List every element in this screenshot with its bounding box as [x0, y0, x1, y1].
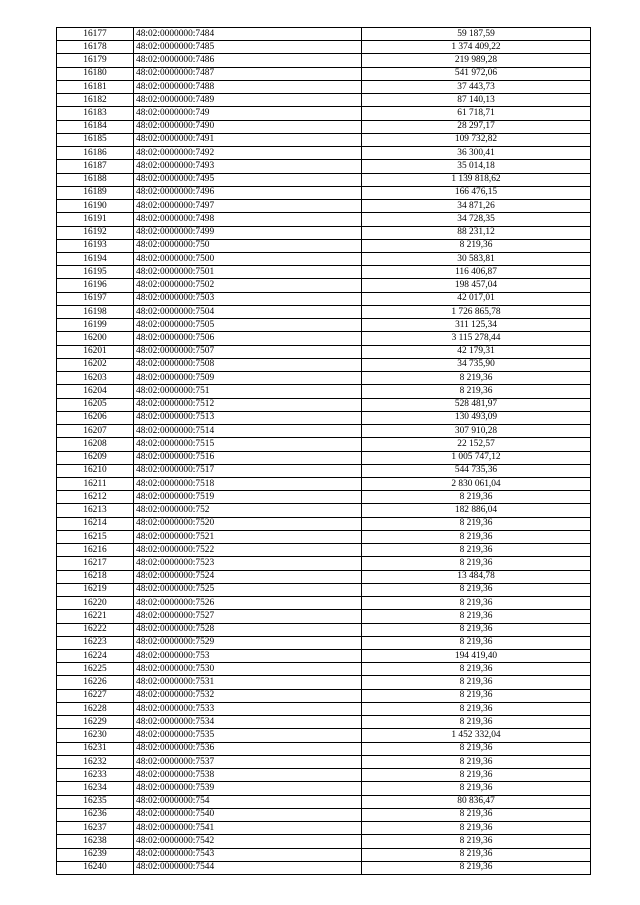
cadastral-number-cell: 48:02:0000000:7515 — [134, 438, 362, 451]
row-number-cell: 16230 — [57, 729, 134, 742]
cadastral-number-cell: 48:02:0000000:7493 — [134, 160, 362, 173]
cadastral-number-cell: 48:02:0000000:7514 — [134, 425, 362, 438]
cadastral-value-cell: 8 219,36 — [362, 822, 591, 835]
cadastral-value-cell: 42 017,01 — [362, 292, 591, 305]
cadastral-number-cell: 48:02:0000000:7509 — [134, 372, 362, 385]
table-row — [57, 67, 591, 80]
cadastral-number-cell: 48:02:0000000:7534 — [134, 716, 362, 729]
row-number-cell: 16184 — [57, 120, 134, 133]
cadastral-value-cell: 541 972,06 — [362, 67, 591, 80]
cadastral-number-cell: 48:02:0000000:7503 — [134, 292, 362, 305]
table-row — [57, 610, 591, 623]
table-row — [57, 94, 591, 107]
row-number-cell: 16197 — [57, 292, 134, 305]
cadastral-number-cell: 48:02:0000000:7516 — [134, 451, 362, 464]
cadastral-number-cell: 48:02:0000000:7526 — [134, 597, 362, 610]
cadastral-value-cell: 8 219,36 — [362, 716, 591, 729]
table-row — [57, 292, 591, 305]
table-row — [57, 570, 591, 583]
table-row — [57, 147, 591, 160]
cadastral-number-cell: 48:02:0000000:7507 — [134, 345, 362, 358]
cadastral-value-cell: 36 300,41 — [362, 147, 591, 160]
row-number-cell: 16233 — [57, 769, 134, 782]
table-row — [57, 544, 591, 557]
table-row — [57, 398, 591, 411]
cadastral-value-cell: 219 989,28 — [362, 54, 591, 67]
row-number-cell: 16193 — [57, 239, 134, 252]
cadastral-value-cell: 8 219,36 — [362, 808, 591, 821]
table-row — [57, 411, 591, 424]
cadastral-value-cell: 307 910,28 — [362, 425, 591, 438]
cadastral-value-cell: 8 219,36 — [362, 491, 591, 504]
row-number-cell: 16212 — [57, 491, 134, 504]
table-row — [57, 305, 591, 318]
cadastral-value-cell: 34 728,35 — [362, 213, 591, 226]
row-number-cell: 16220 — [57, 597, 134, 610]
cadastral-value-cell: 8 219,36 — [362, 663, 591, 676]
cadastral-number-cell: 48:02:0000000:7505 — [134, 319, 362, 332]
cadastral-value-cell: 116 406,87 — [362, 266, 591, 279]
cadastral-value-cell: 61 718,71 — [362, 107, 591, 120]
row-number-cell: 16231 — [57, 742, 134, 755]
row-number-cell: 16177 — [57, 28, 134, 41]
cadastral-number-cell: 48:02:0000000:7500 — [134, 252, 362, 265]
cadastral-value-cell: 13 484,78 — [362, 570, 591, 583]
cadastral-number-cell: 48:02:0000000:7492 — [134, 147, 362, 160]
cadastral-number-cell: 48:02:0000000:7536 — [134, 742, 362, 755]
row-number-cell: 16200 — [57, 332, 134, 345]
cadastral-number-cell: 48:02:0000000:752 — [134, 504, 362, 517]
cadastral-value-cell: 87 140,13 — [362, 94, 591, 107]
table-row — [57, 716, 591, 729]
row-number-cell: 16214 — [57, 517, 134, 530]
cadastral-value-cell: 35 014,18 — [362, 160, 591, 173]
cadastral-value-cell: 8 219,36 — [362, 782, 591, 795]
cadastral-number-cell: 48:02:0000000:7532 — [134, 689, 362, 702]
cadastral-value-cell: 8 219,36 — [362, 702, 591, 715]
cadastral-value-cell: 1 374 409,22 — [362, 41, 591, 54]
row-number-cell: 16196 — [57, 279, 134, 292]
cadastral-number-cell: 48:02:0000000:7544 — [134, 861, 362, 874]
cadastral-value-cell: 198 457,04 — [362, 279, 591, 292]
table-row — [57, 464, 591, 477]
table-row — [57, 425, 591, 438]
cadastral-value-cell: 8 219,36 — [362, 385, 591, 398]
row-number-cell: 16216 — [57, 544, 134, 557]
table-row — [57, 252, 591, 265]
table-row — [57, 636, 591, 649]
cadastral-number-cell: 48:02:0000000:7488 — [134, 80, 362, 93]
cadastral-value-cell: 166 476,15 — [362, 186, 591, 199]
cadastral-number-cell: 48:02:0000000:7533 — [134, 702, 362, 715]
row-number-cell: 16239 — [57, 848, 134, 861]
row-number-cell: 16203 — [57, 372, 134, 385]
row-number-cell: 16240 — [57, 861, 134, 874]
cadastral-number-cell: 48:02:0000000:7485 — [134, 41, 362, 54]
cadastral-number-cell: 48:02:0000000:7531 — [134, 676, 362, 689]
cadastral-value-cell: 8 219,36 — [362, 239, 591, 252]
table-row — [57, 808, 591, 821]
table-row — [57, 372, 591, 385]
cadastral-value-cell: 8 219,36 — [362, 530, 591, 543]
cadastral-value-cell: 8 219,36 — [362, 769, 591, 782]
cadastral-number-cell: 48:02:0000000:7497 — [134, 200, 362, 213]
row-number-cell: 16234 — [57, 782, 134, 795]
cadastral-value-cell: 8 219,36 — [362, 835, 591, 848]
cadastral-number-cell: 48:02:0000000:7489 — [134, 94, 362, 107]
cadastral-value-cell: 109 732,82 — [362, 133, 591, 146]
table-row — [57, 358, 591, 371]
table-row — [57, 173, 591, 186]
cadastral-number-cell: 48:02:0000000:7524 — [134, 570, 362, 583]
cadastral-number-cell: 48:02:0000000:7504 — [134, 305, 362, 318]
row-number-cell: 16199 — [57, 319, 134, 332]
cadastral-value-cell: 8 219,36 — [362, 848, 591, 861]
table-row — [57, 200, 591, 213]
cadastral-value-cell: 42 179,31 — [362, 345, 591, 358]
row-number-cell: 16223 — [57, 636, 134, 649]
cadastral-value-cell: 3 115 278,44 — [362, 332, 591, 345]
cadastral-value-cell: 8 219,36 — [362, 676, 591, 689]
cadastral-number-cell: 48:02:0000000:751 — [134, 385, 362, 398]
cadastral-number-cell: 48:02:0000000:7495 — [134, 173, 362, 186]
cadastral-value-cell: 34 871,26 — [362, 200, 591, 213]
cadastral-value-cell: 8 219,36 — [362, 557, 591, 570]
cadastral-value-cell: 8 219,36 — [362, 755, 591, 768]
cadastral-number-cell: 48:02:0000000:754 — [134, 795, 362, 808]
cadastral-number-cell: 48:02:0000000:7523 — [134, 557, 362, 570]
row-number-cell: 16229 — [57, 716, 134, 729]
table-row — [57, 729, 591, 742]
table-row — [57, 451, 591, 464]
table-row — [57, 226, 591, 239]
cadastral-value-cell: 182 886,04 — [362, 504, 591, 517]
table-row — [57, 120, 591, 133]
row-number-cell: 16238 — [57, 835, 134, 848]
cadastral-value-cell: 8 219,36 — [362, 517, 591, 530]
row-number-cell: 16195 — [57, 266, 134, 279]
row-number-cell: 16210 — [57, 464, 134, 477]
row-number-cell: 16189 — [57, 186, 134, 199]
table-row — [57, 54, 591, 67]
cadastral-number-cell: 48:02:0000000:7541 — [134, 822, 362, 835]
cadastral-number-cell: 48:02:0000000:7506 — [134, 332, 362, 345]
cadastral-value-cell: 8 219,36 — [362, 597, 591, 610]
cadastral-number-cell: 48:02:0000000:7543 — [134, 848, 362, 861]
cadastral-value-cell: 528 481,97 — [362, 398, 591, 411]
cadastral-value-cell: 8 219,36 — [362, 544, 591, 557]
row-number-cell: 16185 — [57, 133, 134, 146]
cadastral-number-cell: 48:02:0000000:7530 — [134, 663, 362, 676]
cadastral-number-cell: 48:02:0000000:7487 — [134, 67, 362, 80]
cadastral-value-cell: 8 219,36 — [362, 583, 591, 596]
table-row — [57, 755, 591, 768]
cadastral-value-cell: 8 219,36 — [362, 861, 591, 874]
cadastral-number-cell: 48:02:0000000:749 — [134, 107, 362, 120]
row-number-cell: 16236 — [57, 808, 134, 821]
table-row — [57, 477, 591, 490]
row-number-cell: 16226 — [57, 676, 134, 689]
cadastral-value-cell: 194 419,40 — [362, 650, 591, 663]
row-number-cell: 16237 — [57, 822, 134, 835]
row-number-cell: 16178 — [57, 41, 134, 54]
cadastral-number-cell: 48:02:0000000:7522 — [134, 544, 362, 557]
row-number-cell: 16182 — [57, 94, 134, 107]
cadastral-number-cell: 48:02:0000000:7502 — [134, 279, 362, 292]
row-number-cell: 16194 — [57, 252, 134, 265]
cadastral-number-cell: 48:02:0000000:7513 — [134, 411, 362, 424]
cadastral-value-cell: 8 219,36 — [362, 742, 591, 755]
table-row — [57, 530, 591, 543]
cadastral-value-cell: 311 125,34 — [362, 319, 591, 332]
row-number-cell: 16191 — [57, 213, 134, 226]
cadastral-value-cell: 8 219,36 — [362, 372, 591, 385]
table-row — [57, 279, 591, 292]
cadastral-number-cell: 48:02:0000000:7528 — [134, 623, 362, 636]
table-row — [57, 689, 591, 702]
cadastral-value-cell: 8 219,36 — [362, 689, 591, 702]
cadastral-value-cell: 34 735,90 — [362, 358, 591, 371]
row-number-cell: 16202 — [57, 358, 134, 371]
table-row — [57, 266, 591, 279]
cadastral-value-cell: 8 219,36 — [362, 623, 591, 636]
row-number-cell: 16205 — [57, 398, 134, 411]
row-number-cell: 16201 — [57, 345, 134, 358]
cadastral-value-cell: 1 452 332,04 — [362, 729, 591, 742]
table-row — [57, 491, 591, 504]
table-row — [57, 41, 591, 54]
row-number-cell: 16228 — [57, 702, 134, 715]
table-row — [57, 623, 591, 636]
row-number-cell: 16235 — [57, 795, 134, 808]
cadastral-number-cell: 48:02:0000000:7527 — [134, 610, 362, 623]
table-row — [57, 835, 591, 848]
cadastral-number-cell: 48:02:0000000:7517 — [134, 464, 362, 477]
table-row — [57, 213, 591, 226]
row-number-cell: 16190 — [57, 200, 134, 213]
cadastral-number-cell: 48:02:0000000:750 — [134, 239, 362, 252]
cadastral-value-cell: 22 152,57 — [362, 438, 591, 451]
row-number-cell: 16222 — [57, 623, 134, 636]
table-row — [57, 239, 591, 252]
cadastral-value-cell: 88 231,12 — [362, 226, 591, 239]
row-number-cell: 16206 — [57, 411, 134, 424]
cadastral-value-cell: 30 583,81 — [362, 252, 591, 265]
cadastral-number-cell: 48:02:0000000:7537 — [134, 755, 362, 768]
cadastral-number-cell: 48:02:0000000:7520 — [134, 517, 362, 530]
cadastral-number-cell: 48:02:0000000:7486 — [134, 54, 362, 67]
row-number-cell: 16188 — [57, 173, 134, 186]
cadastral-value-cell: 8 219,36 — [362, 610, 591, 623]
cadastral-number-cell: 48:02:0000000:7499 — [134, 226, 362, 239]
cadastral-value-cell: 544 735,36 — [362, 464, 591, 477]
cadastral-number-cell: 48:02:0000000:7519 — [134, 491, 362, 504]
cadastral-number-cell: 48:02:0000000:7491 — [134, 133, 362, 146]
cadastral-value-cell: 130 493,09 — [362, 411, 591, 424]
row-number-cell: 16232 — [57, 755, 134, 768]
table-row — [57, 782, 591, 795]
cadastral-value-cell: 1 139 818,62 — [362, 173, 591, 186]
cadastral-number-cell: 48:02:0000000:7535 — [134, 729, 362, 742]
cadastral-number-cell: 48:02:0000000:7529 — [134, 636, 362, 649]
cadastral-value-cell: 37 443,73 — [362, 80, 591, 93]
cadastral-number-cell: 48:02:0000000:7539 — [134, 782, 362, 795]
table-row — [57, 676, 591, 689]
table-row — [57, 438, 591, 451]
cadastral-number-cell: 48:02:0000000:7518 — [134, 477, 362, 490]
table-row — [57, 160, 591, 173]
cadastral-value-cell: 1 005 747,12 — [362, 451, 591, 464]
cadastral-number-cell: 48:02:0000000:7501 — [134, 266, 362, 279]
table-row — [57, 557, 591, 570]
table-row — [57, 795, 591, 808]
table-row — [57, 742, 591, 755]
table-row — [57, 583, 591, 596]
row-number-cell: 16183 — [57, 107, 134, 120]
cadastral-value-cell: 8 219,36 — [362, 636, 591, 649]
table-row — [57, 517, 591, 530]
table-body — [57, 28, 591, 875]
table-row — [57, 28, 591, 41]
row-number-cell: 16204 — [57, 385, 134, 398]
row-number-cell: 16215 — [57, 530, 134, 543]
table-row — [57, 107, 591, 120]
table-row — [57, 861, 591, 874]
row-number-cell: 16217 — [57, 557, 134, 570]
row-number-cell: 16207 — [57, 425, 134, 438]
row-number-cell: 16181 — [57, 80, 134, 93]
cadastral-value-cell: 28 297,17 — [362, 120, 591, 133]
cadastral-value-cell: 59 187,59 — [362, 28, 591, 41]
row-number-cell: 16187 — [57, 160, 134, 173]
cadastral-number-cell: 48:02:0000000:7512 — [134, 398, 362, 411]
cadastral-number-cell: 48:02:0000000:7542 — [134, 835, 362, 848]
table-row — [57, 133, 591, 146]
cadastral-value-table — [56, 27, 591, 875]
row-number-cell: 16211 — [57, 477, 134, 490]
row-number-cell: 16224 — [57, 650, 134, 663]
table-row — [57, 650, 591, 663]
row-number-cell: 16209 — [57, 451, 134, 464]
table-row — [57, 702, 591, 715]
cadastral-number-cell: 48:02:0000000:7496 — [134, 186, 362, 199]
cadastral-number-cell: 48:02:0000000:7484 — [134, 28, 362, 41]
cadastral-value-cell: 2 830 061,04 — [362, 477, 591, 490]
table-row — [57, 319, 591, 332]
table-row — [57, 663, 591, 676]
row-number-cell: 16221 — [57, 610, 134, 623]
row-number-cell: 16208 — [57, 438, 134, 451]
table-row — [57, 769, 591, 782]
table-row — [57, 504, 591, 517]
row-number-cell: 16218 — [57, 570, 134, 583]
row-number-cell: 16179 — [57, 54, 134, 67]
table-row — [57, 848, 591, 861]
cadastral-number-cell: 48:02:0000000:7498 — [134, 213, 362, 226]
cadastral-number-cell: 48:02:0000000:7521 — [134, 530, 362, 543]
table-row — [57, 80, 591, 93]
table-row — [57, 822, 591, 835]
row-number-cell: 16219 — [57, 583, 134, 596]
row-number-cell: 16227 — [57, 689, 134, 702]
table-row — [57, 597, 591, 610]
cadastral-number-cell: 48:02:0000000:7508 — [134, 358, 362, 371]
cadastral-number-cell: 48:02:0000000:7525 — [134, 583, 362, 596]
table-row — [57, 385, 591, 398]
row-number-cell: 16198 — [57, 305, 134, 318]
table-row — [57, 332, 591, 345]
cadastral-number-cell: 48:02:0000000:753 — [134, 650, 362, 663]
row-number-cell: 16186 — [57, 147, 134, 160]
cadastral-number-cell: 48:02:0000000:7538 — [134, 769, 362, 782]
row-number-cell: 16180 — [57, 67, 134, 80]
cadastral-value-cell: 80 836,47 — [362, 795, 591, 808]
row-number-cell: 16192 — [57, 226, 134, 239]
row-number-cell: 16225 — [57, 663, 134, 676]
cadastral-number-cell: 48:02:0000000:7490 — [134, 120, 362, 133]
row-number-cell: 16213 — [57, 504, 134, 517]
cadastral-number-cell: 48:02:0000000:7540 — [134, 808, 362, 821]
cadastral-value-cell: 1 726 865,78 — [362, 305, 591, 318]
table-row — [57, 345, 591, 358]
table-row — [57, 186, 591, 199]
